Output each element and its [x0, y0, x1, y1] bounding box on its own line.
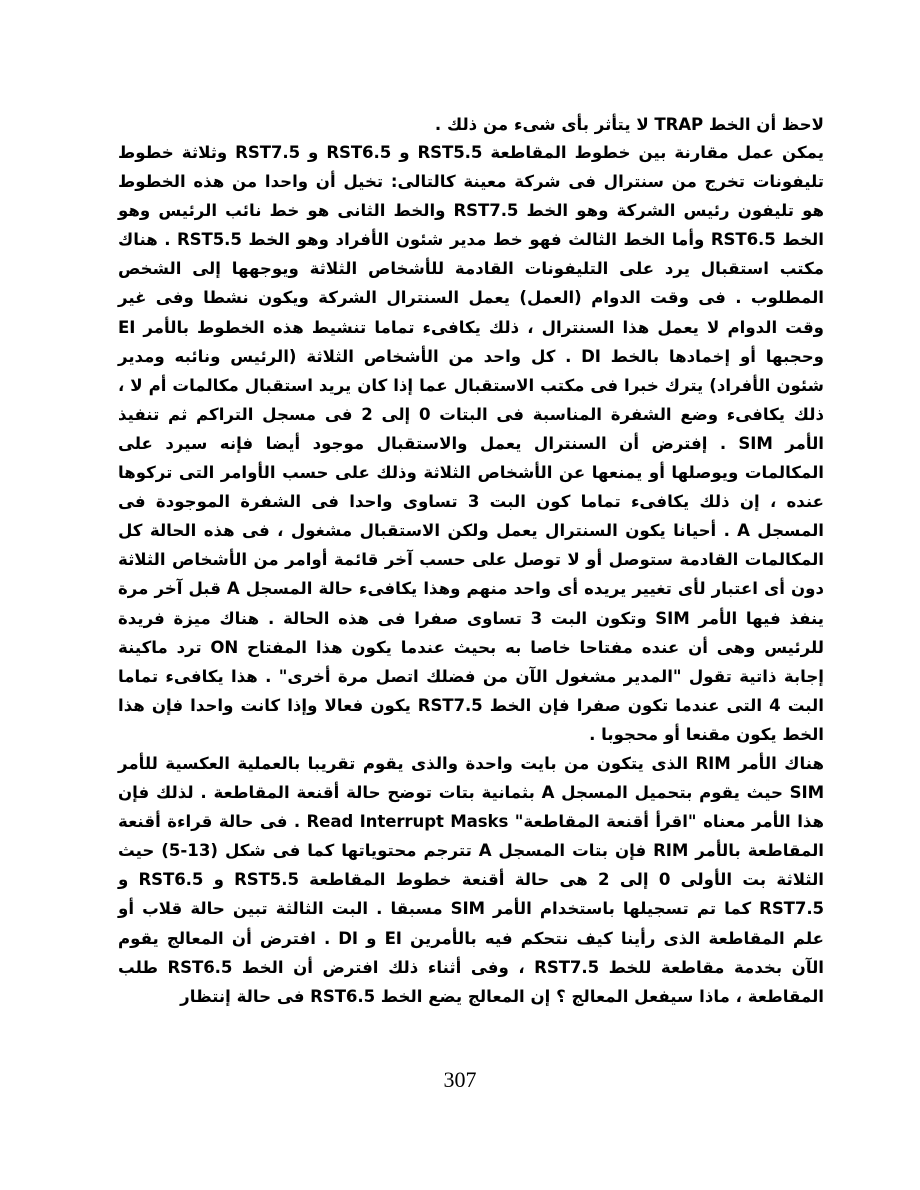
paragraph-trap-note: لاحظ أن الخط TRAP لا يتأثر بأى شىء من ذلك .	[434, 115, 824, 134]
paragraph-switchboard-analogy: يمكن عمل مقارنة بين خطوط المقاطعة RST5.5 و RST6.5 و RST7.5 وثلاثة خطوط تليفونات تخرج من سنترال فى شركة معينة كالتالى: تخيل أن واحدا من هذه الخطوط هو تليفون رئيس الشركة وهو الخط RST7.5 والخط الثانى هو خط نائب الرئيس وهو الخط RST6.5 وأما الخط الثالث فهو خط مدير شئون الأفراد وهو الخط RST5.5 . هناك مكتب استقبال يرد على التليفونات القادمة للأشخاص الثلاثة ويوجهها إلى الشخص المطلوب . فى وقت الدوام (العمل) يعمل السنترال الشركة ويكون نشطا وفى غير وقت الدوام لا يعمل هذا السنترال ، ذلك يكافىء تماما تنشيط هذه الخطوط بالأمر EI وحجبها أو إخمادها بالخط DI . كل واحد من الأشخاص الثلاثة (الرئيس ونائبه ومدير شئون الأفراد) يترك خبرا فى مكتب الاستقبال عما إذا كان يريد استقبال مكالمات أم لا ، ذلك يكافىء وضع الشفرة المناسبة فى البتات 0 إلى 2 فى مسجل التراكم ثم تنفيذ الأمر SIM . إفترض أن السنترال يعمل والاستقبال موجود أيضا فإنه سيرد على المكالمات ويوصلها أو يمنعها عن الأشخاص الثلاثة وذلك على حسب الأوامر التى تركوها عنده ، إن ذلك يكافىء تماما كون البت 3 تساوى واحدا فى الشفرة الموجودة فى المسجل A . أحيانا يكون السنترال يعمل ولكن الاستقبال مشغول ، فى هذه الحالة كل المكالمات القادمة ستوصل أو لا توصل على حسب آخر قائمة أوامر من الأشخاص الثلاثة دون أى اعتبار لأى تغيير يريده أى واحد منهم وهذا يكافىء حالة المسجل A قبل آخر مرة ينفذ فيها الأمر SIM وتكون البت 3 تساوى صفرا فى هذه الحالة . هناك ميزة فريدة للرئيس وهى أن عنده مفتاحا خاصا به بحيث عندما يكون هذا المفتاح ON ترد ماكينة إجابة ذاتية تقول "المدير مشغول الآن من فضلك اتصل مرة أخرى" . هذا يكافىء تماما البت 4 التى عندما تكون صفرا فإن الخط RST7.5 يكون فعالا وإذا كانت واحدا فإن هذا الخط يكون مقنعا أو محجوبا .	[118, 143, 825, 744]
page-number: 307	[443, 1067, 477, 1092]
paragraph-rim-instruction: هناك الأمر RIM الذى يتكون من بايت واحدة والذى يقوم تقريبا بالعملية العكسية للأمر SIM حيث يقوم بتحميل المسجل A بثمانية بتات توضح حالة أقنعة المقاطعة . لذلك فإن هذا الأمر معناه "اقرأ أقنعة المقاطعة" Read Interrupt Masks . فى حالة قراءة أقنعة المقاطعة بالأمر RIM فإن بتات المسجل A تترجم محتوياتها كما فى شكل (13-5) حيث الثلاثة بت الأولى 0 إلى 2 هى حالة أقنعة خطوط المقاطعة RST5.5 و RST6.5 و RST7.5 كما تم تسجيلها باستخدام الأمر SIM مسبقا . البت الثالثة تبين حالة قلاب أو علم المقاطعة الذى رأينا كيف نتحكم فيه بالأمرين EI و DI . افترض أن المعالج يقوم الآن بخدمة مقاطعة للخط RST7.5 ، وفى أثناء ذلك افترض أن الخط RST6.5 طلب المقاطعة ، ماذا سيفعل المعالج ؟ إن المعالج يضع الخط RST6.5 فى حالة إنتظار	[118, 754, 825, 1006]
